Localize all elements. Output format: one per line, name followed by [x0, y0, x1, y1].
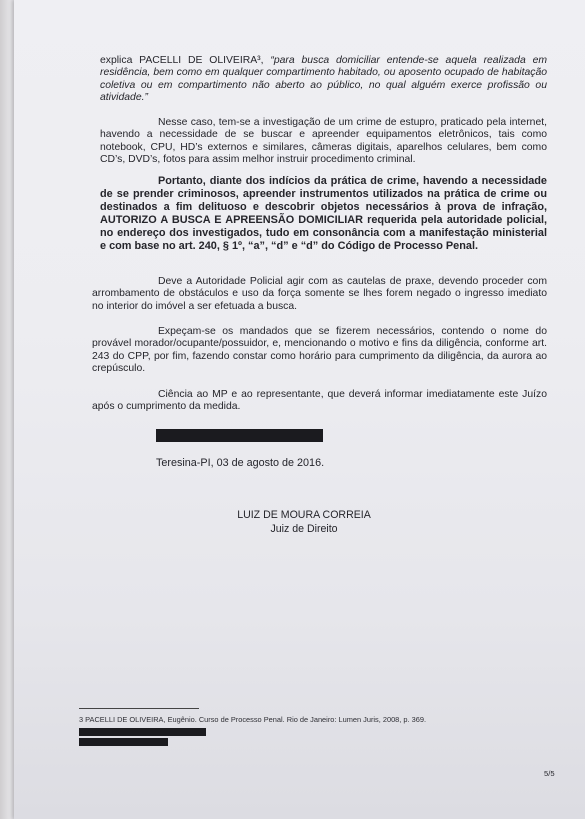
paragraph-notice-text: Ciência ao MP e ao representante, que deverá informar imediatamente este Juízo após o cumprimento da medida. — [92, 389, 547, 413]
redaction-bar-footer-1 — [79, 728, 206, 736]
signature-title: Juiz de Direito — [270, 523, 338, 535]
place-date: Teresina-PI, 03 de agosto de 2016. — [156, 457, 325, 469]
signature-name: LUIZ DE MOURA CORREIA — [237, 509, 371, 521]
paragraph-police-conduct — [92, 276, 547, 313]
paragraph-investigation — [100, 117, 547, 166]
page-number: 5/5 — [544, 769, 555, 778]
footnote-separator — [79, 708, 199, 709]
paragraph-warrants-text: Expeçam-se os mandados que se fizerem necessários, contendo o nome do provável morador/ocupante/possuidor, e, mencionando o motivo e fins da diligência, conforme art. 243 do CPP, por fim, fazendo constar como horário para cumprimento da diligência, da aurora ao crepúsculo. — [92, 326, 547, 374]
paragraph-investigation-text: Nesse caso, tem-se a investigação de um crime de estupro, praticado pela internet, havendo a necessidade de se buscar e apreender equipamentos eletrônicos, tais como notebook, CPU, HD’s externos e similares, câmeras digitais, aparelhos celulares, bem como CD’s, DVD’s, fotos para assim melhor instruir procedimento criminal. — [100, 117, 547, 165]
redaction-bar-footer-2 — [79, 738, 168, 746]
paragraph-police-conduct-text: Deve a Autoridade Policial agir com as cautelas de praxe, devendo proceder com arrombamento de obstáculos e uso da força somente se lhes forem negado o ingresso imediato no interior do imóvel a ser efetuada a busca. — [92, 276, 547, 312]
paragraph-authorization — [100, 175, 547, 253]
quote-text: “para busca domiciliar entende-se aquela realizada em residência, bem como em qualquer compartimento habitado, ou aposento ocupado de habitação coletiva ou em compartimento não aberto ao público, no qual alguém exerce profissão ou atividade.” — [100, 55, 548, 103]
redaction-bar — [156, 429, 323, 442]
document-page — [14, 0, 585, 819]
paragraph-warrants — [92, 326, 547, 375]
paragraph-quote-pacelli — [100, 55, 547, 104]
paragraph-notice — [92, 389, 547, 414]
paragraph-authorization-text: Portanto, diante dos indícios da prática de crime, havendo a necessidade de se prender criminosos, apreender instrumentos utilizados na prática de crime ou destinados a fim delituoso e descobrir objetos necessários à prova de infração, AUTORIZO A BUSCA E APREENSÃO DOMICILIAR requerida pela autoridade policial, no endereço dos investigados, tudo em consonância com a manifestação ministerial e com base no art. 240, § 1º, “a”, “d” e “d” do Código de Processo Penal. — [100, 175, 547, 252]
footnote: 3 PACELLI DE OLIVEIRA, Eugênio. Curso de Processo Penal. Rio de Janeiro: Lumen Juris, 2008, p. 369. — [79, 715, 427, 724]
quote-lead: explica PACELLI DE OLIVEIRA³, — [100, 55, 271, 66]
